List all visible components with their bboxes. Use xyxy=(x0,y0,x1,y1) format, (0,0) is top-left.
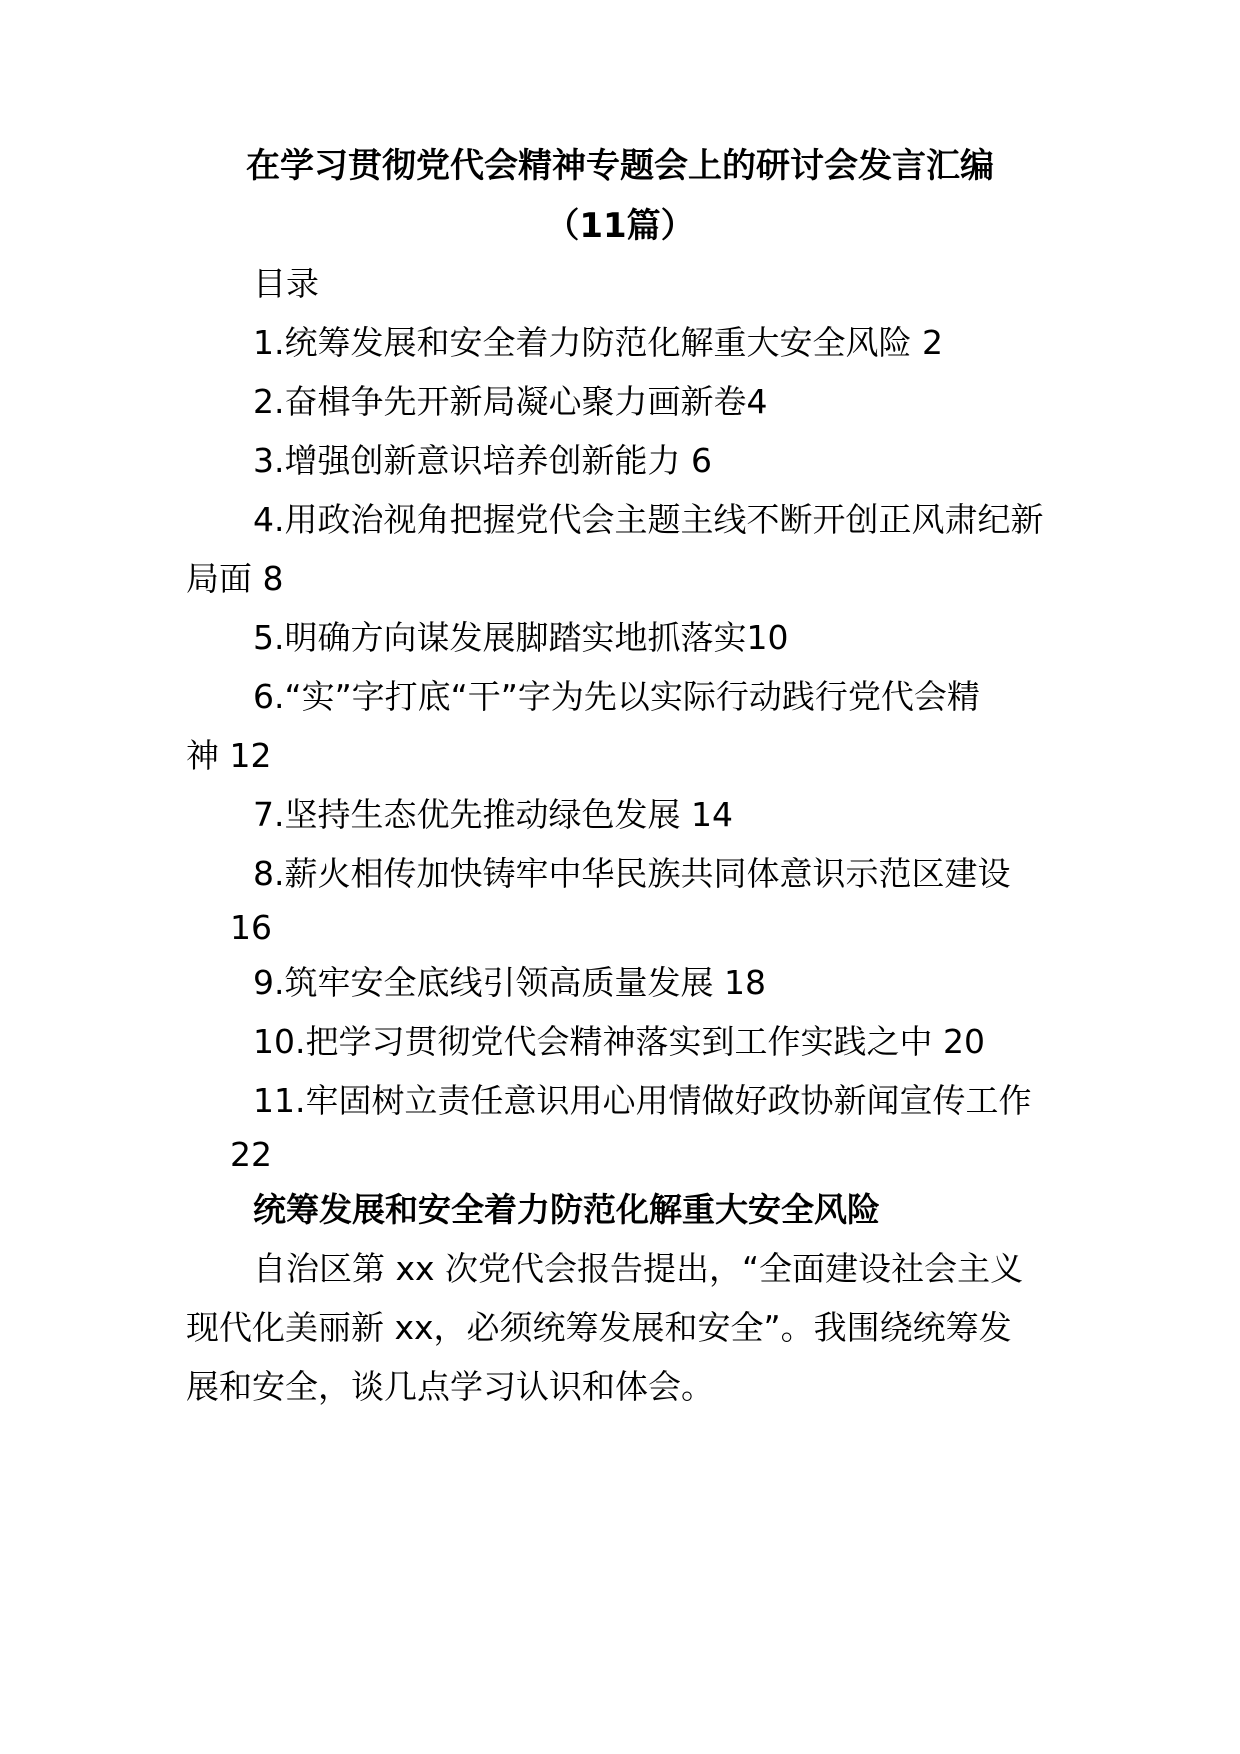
toc-entry-4[interactable]: 4.用政治视角把握党代会主题主线不断开创正风肃纪新 xyxy=(253,500,1044,539)
toc-entry-9[interactable]: 9.筑牢安全底线引领高质量发展 18 xyxy=(253,963,766,1002)
toc-entry-6-cont[interactable]: 神 12 xyxy=(186,736,272,775)
toc-heading: 目录 xyxy=(253,264,319,303)
toc-entry-11-cont[interactable]: 22 xyxy=(230,1135,272,1174)
toc-entry-4-cont[interactable]: 局面 8 xyxy=(186,559,284,598)
toc-entry-1[interactable]: 1.统筹发展和安全着力防范化解重大安全风险 2 xyxy=(253,323,943,362)
body-line-3: 展和安全，谈几点学习认识和体会。 xyxy=(186,1367,714,1406)
body-line-2: 现代化美丽新 xx，必须统筹发展和安全”。我围绕统筹发 xyxy=(186,1308,1012,1347)
toc-entry-2[interactable]: 2.奋楫争先开新局凝心聚力画新卷4 xyxy=(253,382,768,421)
body-line-1: 自治区第 xx 次党代会报告提出，“全面建设社会主义 xyxy=(253,1249,1024,1288)
document-subtitle: （11篇） xyxy=(545,206,695,246)
toc-entry-6[interactable]: 6.“实”字打底“干”字为先以实际行动践行党代会精 xyxy=(253,677,980,716)
toc-entry-8-cont[interactable]: 16 xyxy=(230,908,272,947)
section-heading: 统筹发展和安全着力防范化解重大安全风险 xyxy=(253,1190,880,1229)
toc-entry-7[interactable]: 7.坚持生态优先推动绿色发展 14 xyxy=(253,795,733,834)
toc-entry-8[interactable]: 8.薪火相传加快铸牢中华民族共同体意识示范区建设 xyxy=(253,854,1011,893)
document-title: 在学习贯彻党代会精神专题会上的研讨会发言汇编 xyxy=(246,146,994,186)
toc-entry-11[interactable]: 11.牢固树立责任意识用心用情做好政协新闻宣传工作 xyxy=(253,1081,1032,1120)
toc-entry-5[interactable]: 5.明确方向谋发展脚踏实地抓落实10 xyxy=(253,618,789,657)
toc-entry-3[interactable]: 3.增强创新意识培养创新能力 6 xyxy=(253,441,712,480)
toc-entry-10[interactable]: 10.把学习贯彻党代会精神落实到工作实践之中 20 xyxy=(253,1022,985,1061)
